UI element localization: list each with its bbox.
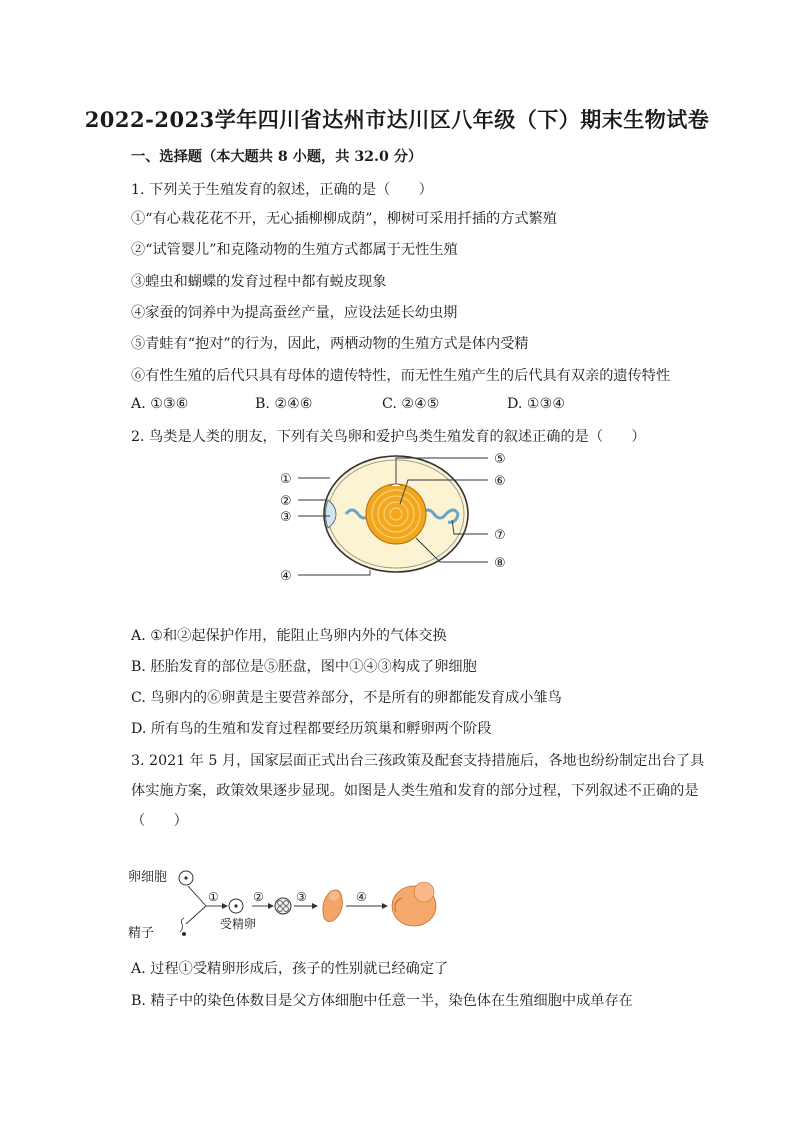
q1-item: ①“有心栽花花不开，无心插柳柳成荫”，柳树可采用扦插的方式繁殖 [131,211,557,227]
q1-item: ④家蚕的饲养中为提高蚕丝产量，应设法延长幼虫期 [131,305,458,321]
zygote-nucleus [234,904,237,907]
q3-stem-line: （ ） [131,813,188,829]
q1-option-b[interactable]: B. ②④⑥ [255,396,313,412]
q3-stem-line: 3. 2021 年 5 月，国家层面正式出台三孩政策及配套支持措施后，各地也纷纷制定出台了具 [131,753,705,769]
q2-option-b[interactable]: B. 胚胎发育的部位是⑤胚盘，图中①④③构成了卵细胞 [131,659,477,675]
egg-label-4: ④ [280,569,292,584]
egg-label-3: ③ [280,510,292,525]
q2-option-d[interactable]: D. 所有鸟的生殖和发育过程都要经历筑巢和孵卵两个阶段 [131,721,492,737]
reproduction-process-diagram [128,862,448,944]
bird-egg-diagram [270,444,530,586]
step-1-label: ① [208,890,219,904]
q1-option-c[interactable]: C. ②④⑤ [382,396,440,412]
q2-stem: 2. 鸟类是人类的朋友，下列有关鸟卵和爱护鸟类生殖发育的叙述正确的是（ ） [131,429,646,445]
page-title: 2022-2023学年四川省达州市达川区八年级（下）期末生物试卷 [84,107,710,132]
q1-item: ③蝗虫和蝴蝶的发育过程中都有蜕皮现象 [131,274,387,290]
egg-cell-nucleus [184,876,187,879]
q3-option-b[interactable]: B. 精子中的染色体数目是父方体细胞中任意一半，染色体在生殖细胞中成单存在 [131,993,633,1009]
egg-cell-label: 卵细胞 [128,870,168,885]
q3-stem-line: 体实施方案，政策效果逐步显现。如图是人类生殖和发育的部分过程，下列叙述不正确的是 [131,783,699,799]
sperm-label: 精子 [128,926,155,941]
egg-label-5: ⑤ [494,452,506,467]
egg-label-7: ⑦ [494,528,506,543]
sperm-head [182,932,186,936]
egg-label-6: ⑥ [494,474,506,489]
step-3-label: ③ [296,890,307,904]
q2-option-c[interactable]: C. 鸟卵内的⑥卵黄是主要营养部分，不是所有的卵都能发育成小雏鸟 [131,690,562,706]
q1-item: ⑤青蛙有“抱对”的行为，因此，两栖动物的生殖方式是体内受精 [131,336,529,352]
step-2-label: ② [253,890,264,904]
embryo-icon [323,890,342,922]
q1-item: ②“试管婴儿”和克隆动物的生殖方式都属于无性生殖 [131,242,458,258]
q1-stem: 1. 下列关于生殖发育的叙述，正确的是（ ） [131,182,433,198]
egg-label-8: ⑧ [494,556,506,571]
step-4-label: ④ [356,890,367,904]
q3-option-a[interactable]: A. 过程①受精卵形成后，孩子的性别就已经确定了 [131,961,449,977]
cell-cluster-icon [275,898,291,914]
section-heading: 一、选择题（本大题共 8 小题，共 32.0 分） [131,149,423,165]
fetus-icon [392,882,436,926]
zygote-label: 受精卵 [220,917,257,931]
yolk [366,484,426,544]
q1-option-a[interactable]: A. ①③⑥ [131,396,189,412]
q2-option-a[interactable]: A. ①和②起保护作用，能阻止鸟卵内外的气体交换 [131,628,447,644]
q1-item: ⑥有性生殖的后代只具有母体的遗传特性，而无性生殖产生的后代具有双亲的遗传特性 [131,368,671,384]
sperm-icon [180,918,184,932]
q1-option-d[interactable]: D. ①③④ [507,396,566,412]
egg-label-2: ② [280,494,292,509]
egg-label-1: ① [280,472,292,487]
